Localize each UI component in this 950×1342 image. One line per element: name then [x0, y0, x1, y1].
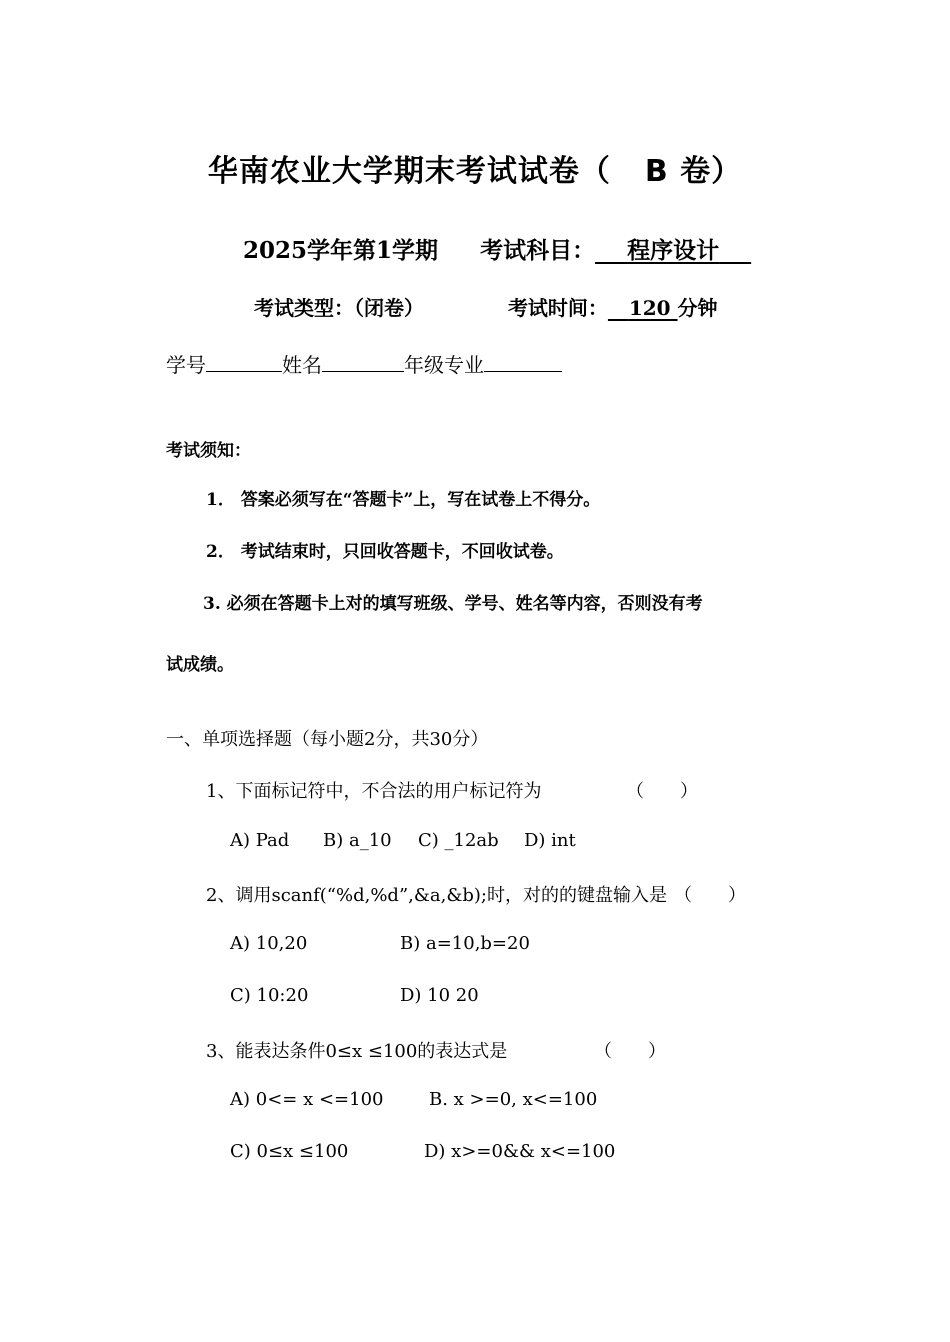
question-2-option-c: C) 10:20 — [230, 985, 309, 1006]
subject-value: 程序设计 — [627, 237, 720, 264]
question-3-option-b: B. x >=0, x<=100 — [429, 1089, 598, 1110]
exam-type-time-line — [254, 292, 718, 321]
exam-title — [0, 146, 950, 190]
question-1-option-b: B) a_10 — [323, 830, 392, 851]
subject-label: 考试科目： — [480, 237, 596, 264]
student-name-blank[interactable] — [322, 353, 404, 372]
grade-major-label: 年级专业 — [404, 353, 484, 377]
question-2-option-b: B) a=10,b=20 — [400, 933, 530, 954]
note-item: 1． 答案必须写在“答题卡”上，写在试卷上不得分。 — [206, 490, 601, 510]
time-unit: 分钟 — [677, 296, 718, 320]
section-heading: 一、单项选择题（每小题2分，共30分） — [166, 729, 489, 750]
question-1-stem: 1、下面标记符中，不合法的用户标记符为 — [206, 781, 542, 802]
student-id-label: 学号 — [166, 353, 206, 377]
exam-type: 考试类型：（闭卷） — [254, 296, 424, 320]
title-end: 卷） — [680, 154, 743, 189]
year-subject-line — [243, 232, 751, 265]
question-3-option-c: C) 0≤x ≤100 — [230, 1141, 349, 1162]
question-3-stem: 3、能表达条件0≤x ≤100的表达式是 — [206, 1041, 508, 1062]
question-3-option-a: A) 0<= x <=100 — [230, 1089, 384, 1110]
student-name-label: 姓名 — [282, 353, 322, 377]
question-1-option-a: A) Pad — [230, 830, 290, 851]
question-3-bracket: （ ） — [594, 1041, 666, 1062]
student-info-line — [166, 349, 562, 378]
question-2-option-a: A) 10,20 — [230, 933, 308, 954]
title-main: 华南农业大学期末考试试卷（ — [207, 154, 611, 189]
grade-major-blank[interactable] — [484, 353, 562, 372]
title-letter: B — [644, 154, 669, 189]
question-2-bracket: （ ） — [674, 885, 746, 906]
question-3-option-d: D) x>=0&& x<=100 — [424, 1141, 616, 1162]
question-1-option-c: C) _12ab — [418, 830, 499, 851]
student-id-blank[interactable] — [206, 353, 282, 372]
notes-heading: 考试须知： — [166, 441, 251, 461]
note-item-continued: 试成绩。 — [166, 655, 234, 675]
time-label: 考试时间： — [507, 296, 608, 320]
question-1-option-d: D) int — [524, 830, 576, 851]
question-2-option-d: D) 10 20 — [400, 985, 479, 1006]
year-term: 2025学年第1学期 — [243, 237, 439, 264]
note-item: 3. 必须在答题卡上对的填写班级、学号、姓名等内容，否则没有考 — [203, 594, 703, 614]
question-2-stem: 2、调用scanf(“%d,%d”,&a,&b);时，对的的键盘输入是 — [206, 885, 667, 906]
note-item: 2． 考试结束时，只回收答题卡，不回收试卷。 — [206, 542, 564, 562]
time-value: 120 — [628, 296, 671, 320]
question-1-bracket: （ ） — [626, 781, 698, 802]
